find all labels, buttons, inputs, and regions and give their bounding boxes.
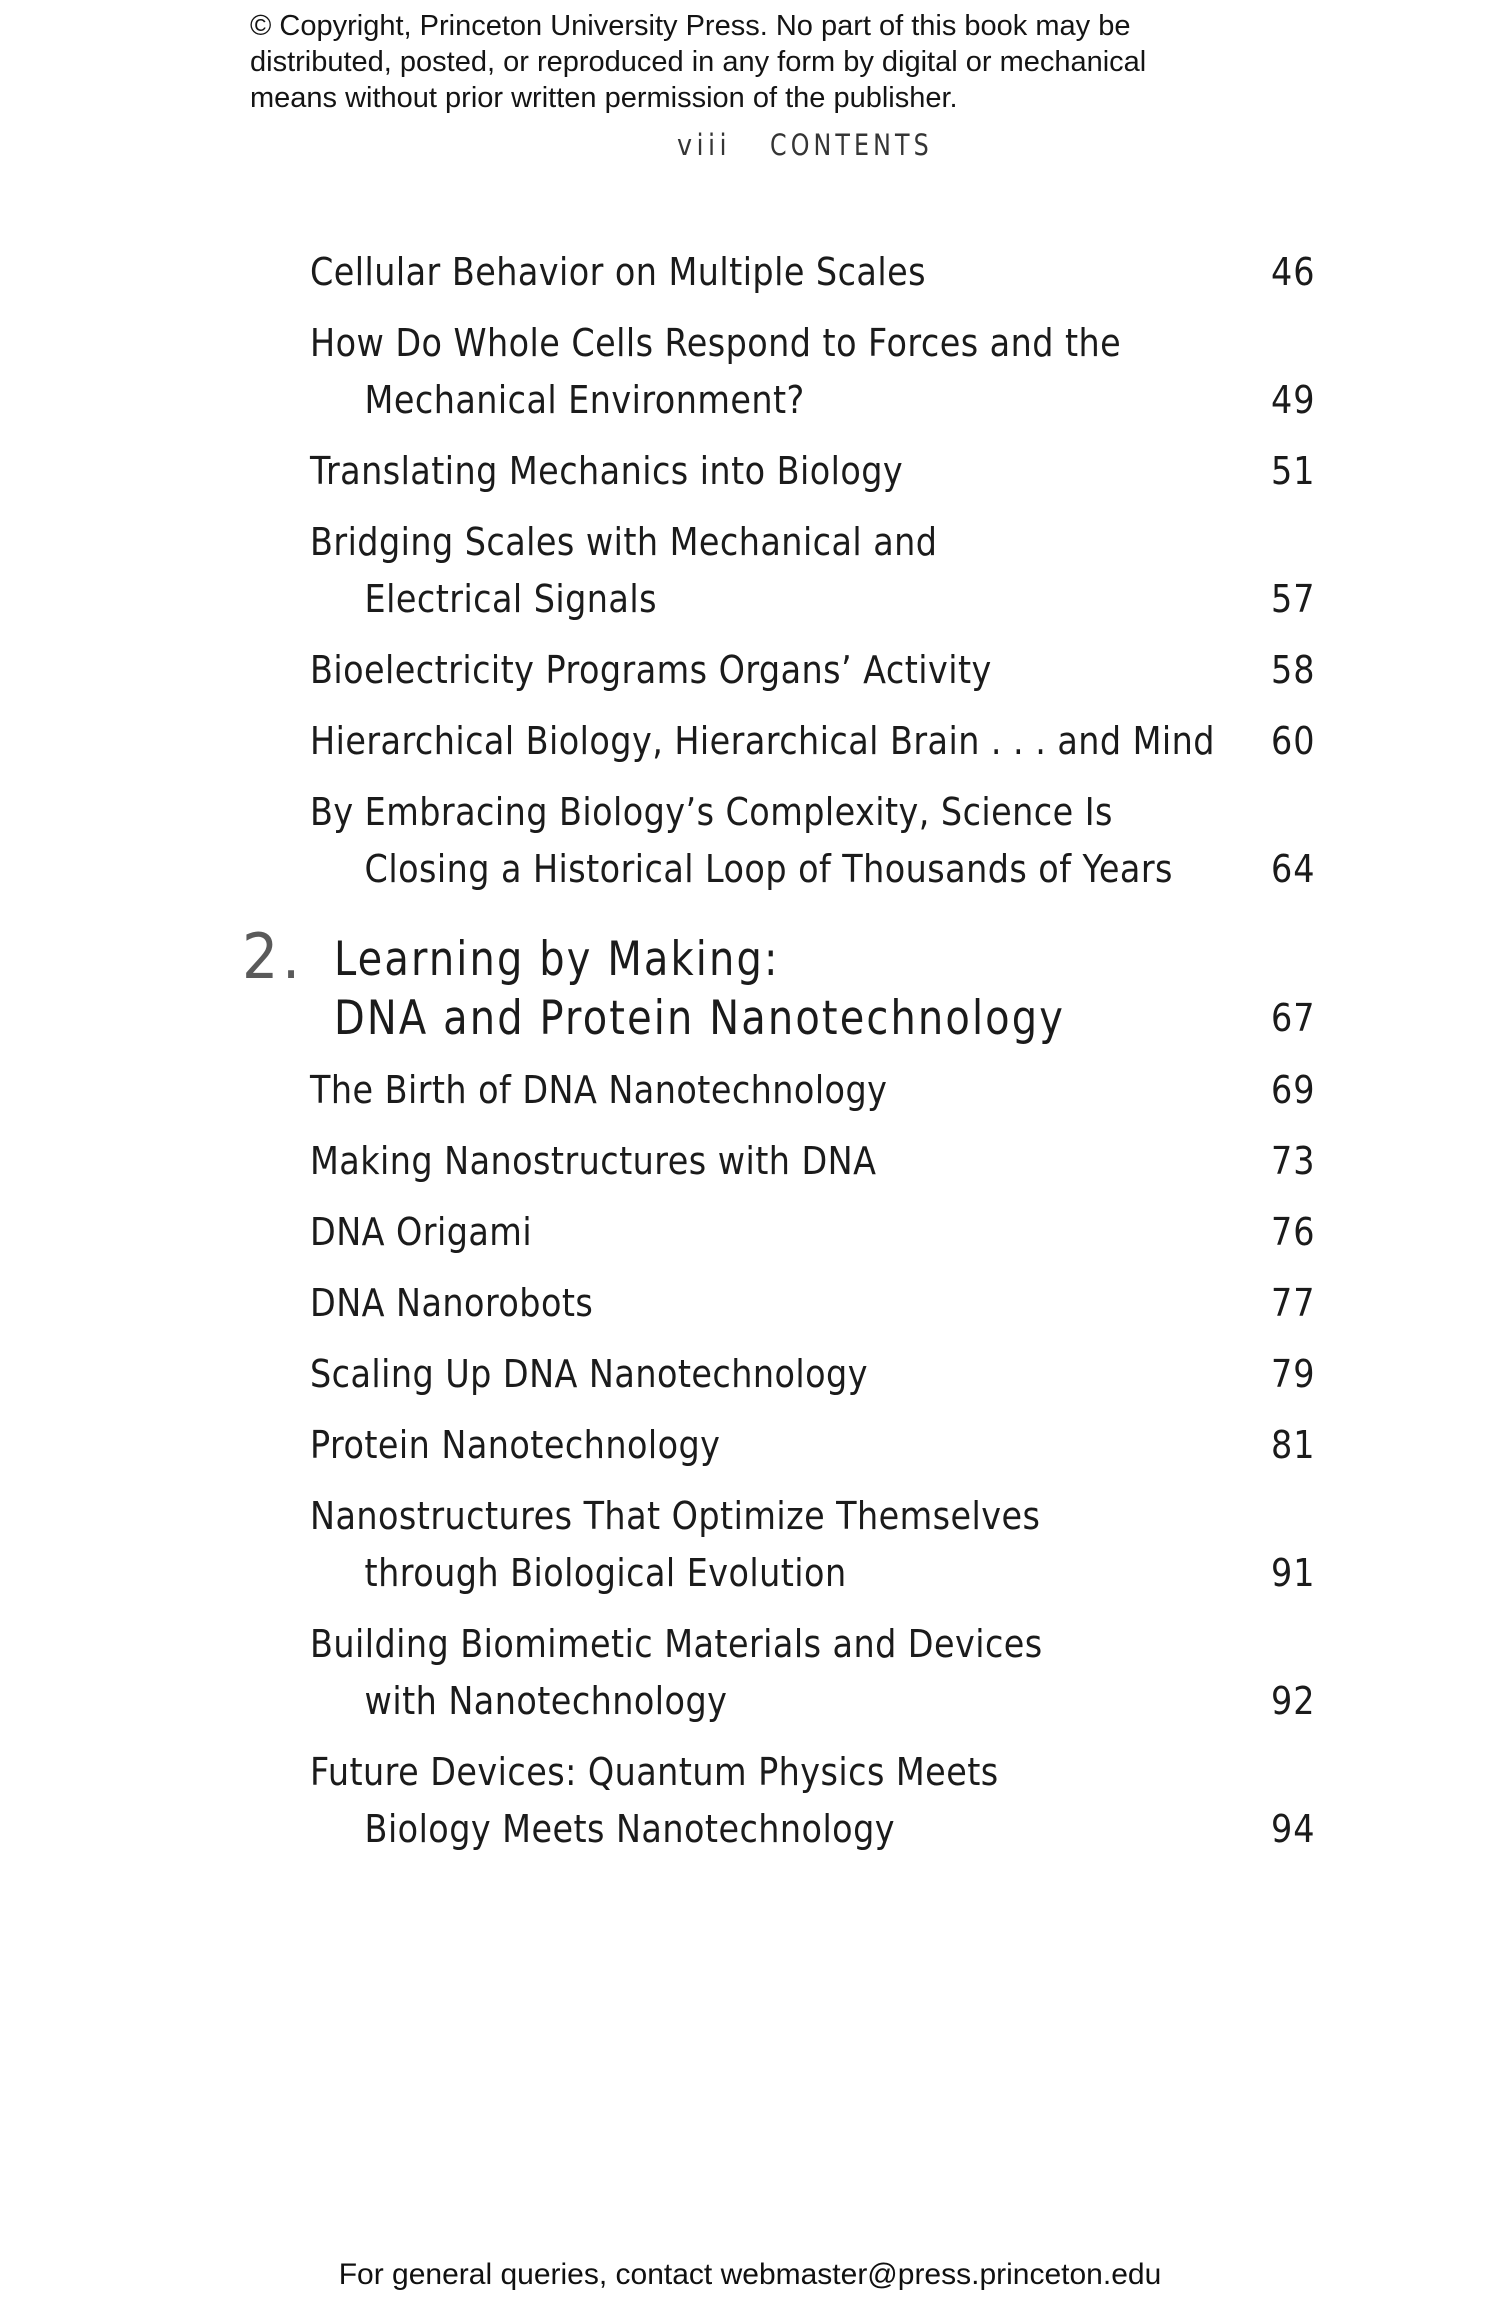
toc-entry-line: Electrical Signals [364, 577, 657, 621]
toc-entry-title [310, 443, 1200, 500]
toc-entry [310, 1062, 1315, 1119]
toc-entry-line: Translating Mechanics into Biology [310, 449, 904, 493]
toc-entry-title [310, 514, 1200, 628]
toc-entry [310, 1616, 1315, 1730]
toc-entry-line: Nanostructures That Optimize Themselves [310, 1494, 1041, 1538]
toc-page-number: 57 [1270, 577, 1315, 621]
toc-page-number: 76 [1270, 1210, 1315, 1254]
toc-entry [310, 784, 1315, 898]
toc-entry [310, 1488, 1315, 1602]
toc-entry [310, 1744, 1315, 1858]
page-folio: viii [677, 128, 731, 162]
toc-entry-line: Scaling Up DNA Nanotechnology [310, 1352, 868, 1396]
toc-entry-title [310, 1062, 1200, 1119]
table-of-contents [242, 244, 1315, 1872]
toc-entry-line: The Birth of DNA Nanotechnology [310, 1068, 888, 1112]
toc-page-number: 60 [1270, 719, 1315, 763]
toc-entry [310, 1204, 1315, 1261]
toc-page-number: 51 [1270, 449, 1315, 493]
toc-entry-line: Cellular Behavior on Multiple Scales [310, 250, 926, 294]
toc-entry-title [310, 784, 1200, 898]
toc-entry-title [310, 1204, 1200, 1261]
toc-entry-title [310, 315, 1200, 429]
toc-entry-title [310, 1616, 1200, 1730]
chapter2-section-list [310, 1062, 1315, 1858]
chapter-number: 2. [242, 920, 304, 993]
toc-entry-line: Protein Nanotechnology [310, 1423, 721, 1467]
toc-page-number: 67 [1270, 996, 1315, 1040]
toc-entry-line: How Do Whole Cells Respond to Forces and the [310, 321, 1122, 365]
toc-page-number: 81 [1270, 1423, 1315, 1467]
toc-entry-line: By Embracing Biology’s Complexity, Science Is [310, 790, 1113, 834]
toc-page-number: 92 [1270, 1679, 1315, 1723]
toc-entry-line: Mechanical Environment? [364, 378, 805, 422]
toc-entry-title [310, 244, 1200, 301]
toc-entry-line: Future Devices: Quantum Physics Meets [310, 1750, 999, 1794]
toc-entry [310, 514, 1315, 628]
toc-entry-title [310, 642, 1200, 699]
toc-entry-title [310, 1744, 1200, 1858]
toc-entry-title [310, 1346, 1200, 1403]
toc-entry-title [310, 713, 1215, 770]
toc-page-number: 46 [1270, 250, 1315, 294]
toc-entry [310, 713, 1315, 770]
copyright-line: © Copyright, Princeton University Press. No part of this book may be [250, 10, 1131, 42]
toc-entry-line: DNA Nanorobots [310, 1281, 594, 1325]
toc-entry-line: Closing a Historical Loop of Thousands of Years [364, 847, 1173, 891]
toc-entry [310, 642, 1315, 699]
toc-entry-title [310, 1275, 1200, 1332]
toc-entry [310, 443, 1315, 500]
toc-entry [310, 1346, 1315, 1403]
toc-entry-line: through Biological Evolution [364, 1551, 847, 1595]
toc-entry [310, 315, 1315, 429]
toc-entry-line: Bioelectricity Programs Organs’ Activity [310, 648, 992, 692]
copyright-line: means without prior written permission of the publisher. [250, 82, 958, 114]
toc-entry-title [310, 1133, 1200, 1190]
chapter-title-line: Learning by Making: [334, 932, 780, 987]
toc-page-number: 91 [1270, 1551, 1315, 1595]
copyright-line: distributed, posted, or reproduced in any form by digital or mechanical [250, 46, 1147, 78]
toc-page-number: 64 [1270, 847, 1315, 891]
toc-page-number: 77 [1270, 1281, 1315, 1325]
running-head [677, 128, 969, 162]
toc-entry-title [310, 1488, 1200, 1602]
toc-page-number: 79 [1270, 1352, 1315, 1396]
toc-page-number: 73 [1270, 1139, 1315, 1183]
toc-entry [310, 244, 1315, 301]
toc-chapter-heading [242, 920, 1315, 1048]
chapter1-section-list [310, 244, 1315, 898]
queries-footer: For general queries, contact webmaster@press.princeton.edu [338, 2258, 1162, 2291]
chapter-title [310, 930, 1200, 1048]
toc-entry [310, 1417, 1315, 1474]
toc-page-number: 69 [1270, 1068, 1315, 1112]
toc-entry-line: Building Biomimetic Materials and Devices [310, 1622, 1043, 1666]
contents-heading: CONTENTS [770, 128, 934, 162]
toc-entry-line: with Nanotechnology [364, 1679, 728, 1723]
toc-page-number: 94 [1270, 1807, 1315, 1851]
toc-entry-line: Hierarchical Biology, Hierarchical Brain . . . and Mind [310, 719, 1215, 763]
toc-entry-line: Making Nanostructures with DNA [310, 1139, 877, 1183]
chapter-title-line: DNA and Protein Nanotechnology [334, 991, 1065, 1046]
copyright-notice [250, 8, 1146, 116]
toc-page-number: 58 [1270, 648, 1315, 692]
toc-entry [310, 1275, 1315, 1332]
toc-page-number: 49 [1270, 378, 1315, 422]
toc-entry-title [310, 1417, 1200, 1474]
toc-entry-line: Bridging Scales with Mechanical and [310, 520, 938, 564]
toc-entry [310, 1133, 1315, 1190]
toc-entry-line: Biology Meets Nanotechnology [364, 1807, 895, 1851]
toc-entry-line: DNA Origami [310, 1210, 533, 1254]
